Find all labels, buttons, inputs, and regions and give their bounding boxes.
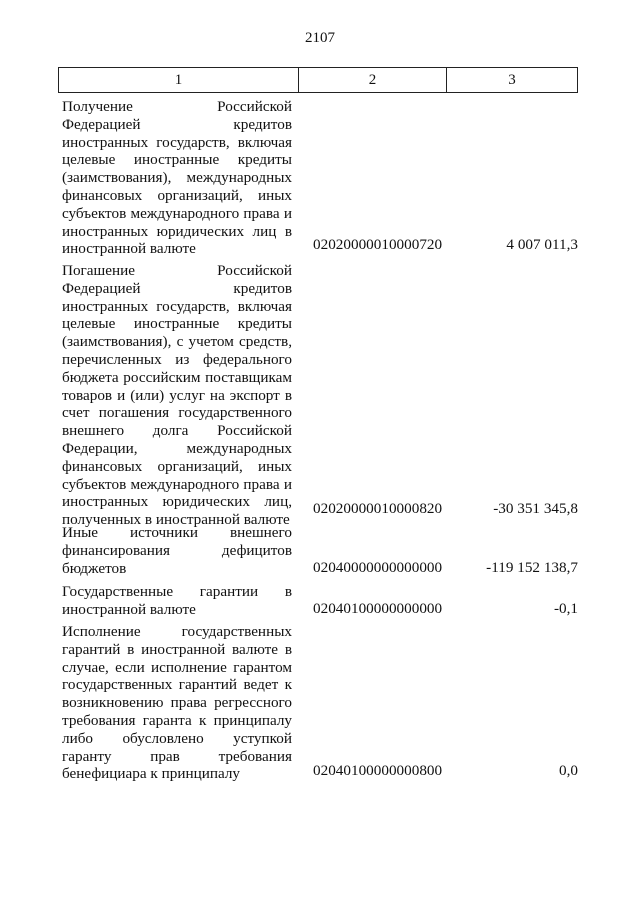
table-header — [58, 67, 578, 93]
row-value: -0,1 — [553, 600, 578, 617]
header-col-2: 2 — [299, 68, 447, 92]
header-col-3: 3 — [508, 71, 516, 88]
page-number: 2107 — [305, 30, 335, 46]
row-value: -119 152 138,7 — [486, 559, 578, 576]
row-description: Получение Российской Федерацией кредитов иностранных государств, включая целевые иностранные кредиты (заимствования), международных финансовых организаций, иных субъектов международного права и иностранных юридических лиц в иностранной валюте — [62, 98, 292, 258]
header-col-1: 1 — [59, 68, 299, 92]
row-description: Погашение Российской Федерацией кредитов иностранных государств, включая целевые иностранные кредиты (заимствования), с учетом средств, перечисленных из федерального бюджета российским поставщикам товаров и (или) услуг на экспорт в счет погашения государственного внешнего долга Российской Федерации, международных финансовых организаций, иных субъектов международного права и иностранных юридических лиц, полученных в иностранной валюте — [62, 262, 292, 529]
row-description: Иные источники внешнего финансирования дефицитов бюджетов — [62, 524, 292, 577]
row-value: 4 007 011,3 — [506, 236, 578, 253]
row-code: 02040000000000000 — [313, 559, 443, 576]
row-code: 02020000010000820 — [313, 500, 443, 517]
row-code: 02020000010000720 — [313, 236, 443, 253]
row-code: 02040100000000000 — [313, 600, 443, 617]
row-value: -30 351 345,8 — [493, 500, 578, 517]
row-description: Исполнение государственных гарантий в иностранной валюте в случае, если исполнение гарантом государственных гарантий ведет к возникновению права регрессного требования гаранта к принципалу либо обусловлено уступкой гаранту прав требования бенефициара к принципалу — [62, 623, 292, 783]
row-value: 0,0 — [559, 762, 578, 779]
row-description: Государственные гарантии в иностранной валюте — [62, 583, 292, 618]
row-code: 02040100000000800 — [313, 762, 443, 779]
